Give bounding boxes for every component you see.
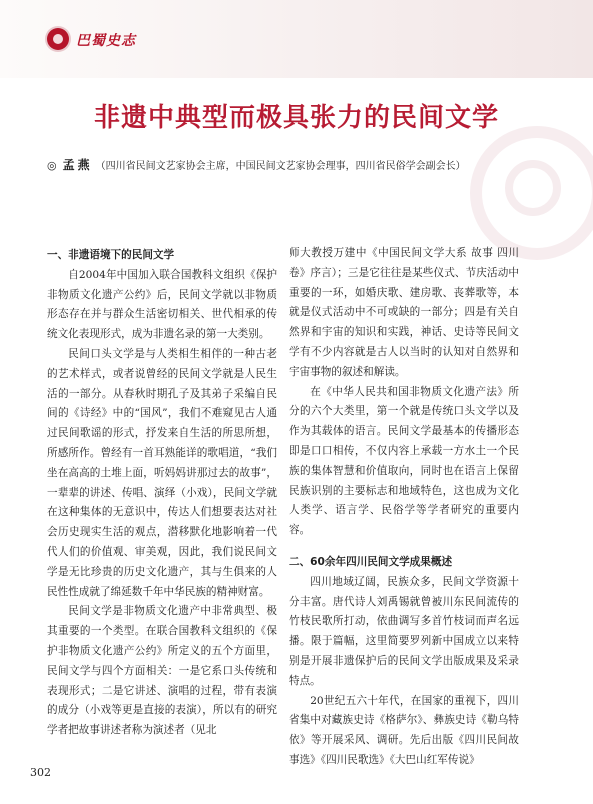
author-line xyxy=(47,156,466,173)
author-name: 孟燕 xyxy=(62,158,93,172)
body-paragraph: 在《中华人民共和国非物质文化遗产法》所分的六个大类里，第一个就是传统口头文学以及作为其载体的语言。民间文学最基本的传播形态即是口口相传，不仅内容上承载一方水土一个民族的集体智慧和价值取向，同时也在语言上保留民族识别的主要标志和地域特色，这也成为文化人类学、语言学、民俗学等学者研究的重要内容。 xyxy=(289,385,519,537)
header-band xyxy=(0,0,593,78)
author-bullet: ◎ xyxy=(47,159,57,172)
body-paragraph: 师大教授万建中《中国民间文学大系 故事 四川卷》序言）；三是它往往是某些仪式、节庆活动中重要的一环，如婚庆歌、建房歌、丧葬歌等，本就是仪式活动中不可或缺的一部分；四是有关自然界和宇宙的知识和实践，神话、史诗等民间文学有不少内容就是古人以当时的认知对自然界和宇宙事物的叙述和解读。 xyxy=(289,247,519,378)
body-paragraph: 民间文学是非物质文化遗产中非常典型、极其重要的一个类型。在联合国教科文组织的《保护非物质文化遗产公约》所定义的五个方面里，民间文学与四个方面相关：一是它系口头传统和表现形式；二是它讲述、演唱的过程，带有表演的成分（小戏等更是直接的表演），所以有的研究学者把故事讲述者称为演述者（见北 xyxy=(47,605,277,737)
author-titles: （四川省民间文艺家协会主席，中国民间文艺家协会理事，四川省民俗学会副会长） xyxy=(95,161,466,172)
body-paragraph: 20世纪五六十年代，在国家的重视下，四川省集中对藏族史诗《格萨尔》、彝族史诗《勒乌特依》等开展采风、调研。先后出版《四川民间故事选》《四川民歌选》《大巴山红军传说》 xyxy=(289,694,519,766)
article-title: 非遗中典型而极具张力的民间文学 xyxy=(93,103,499,133)
left-column xyxy=(47,246,277,741)
body-paragraph: 自2004年中国加入联合国教科文组织《保护非物质文化遗产公约》后，民间文学就以非物质形态存在并与群众生活密切相关、世代相承的传统文化表现形式，成为非遗名录的第一大类别。 xyxy=(47,268,277,341)
page-number: 302 xyxy=(30,766,51,779)
right-column xyxy=(289,244,519,771)
section-heading: 一、非遗语境下的民间文学 xyxy=(47,249,175,261)
body-paragraph: 四川地域辽阔，民族众多，民间文学资源十分丰富。唐代诗人刘禹锡就曾被川东民间流传的竹枝民歌所打动，依曲调写多首竹枝词而声名远播。限于篇幅，这里简要罗列新中国成立以来特别是开展非遗保护后的民间文学出版成果及采录特点。 xyxy=(289,575,519,687)
magazine-logo: 巴蜀史志 xyxy=(76,33,136,49)
section-heading: 二、60余年四川民间文学成果概述 xyxy=(289,555,453,568)
body-paragraph: 民间口头文学是与人类相生相伴的一种古老的艺术样式，或者说曾经的民间文学就是人民生活的一部分。从春秋时期孔子及其弟子采编自民间的《诗经》中的“国风”，我们不难窥见古人通过民间歌谣的形式，抒发来自生活的所思所想，所感所作。曾经有一首耳熟能详的歌唱道，“我们坐在高高的土堆上面，听妈妈讲那过去的故事”，一辈辈的讲述、传唱、演绎（小戏），民间文学就在这种集体的无意识中，传达人们想要表达对社会历史现实生活的观点，潜移默化地影响着一代代人们的价值观、审美观，因此，我们说民间文学是无比珍贵的历史文化遗产，其与生俱来的人民性性成就了绵延数千年中华民族的精神财富。 xyxy=(47,347,277,598)
logo-seal-icon xyxy=(47,28,69,50)
decorative-circle-inner xyxy=(505,160,561,216)
